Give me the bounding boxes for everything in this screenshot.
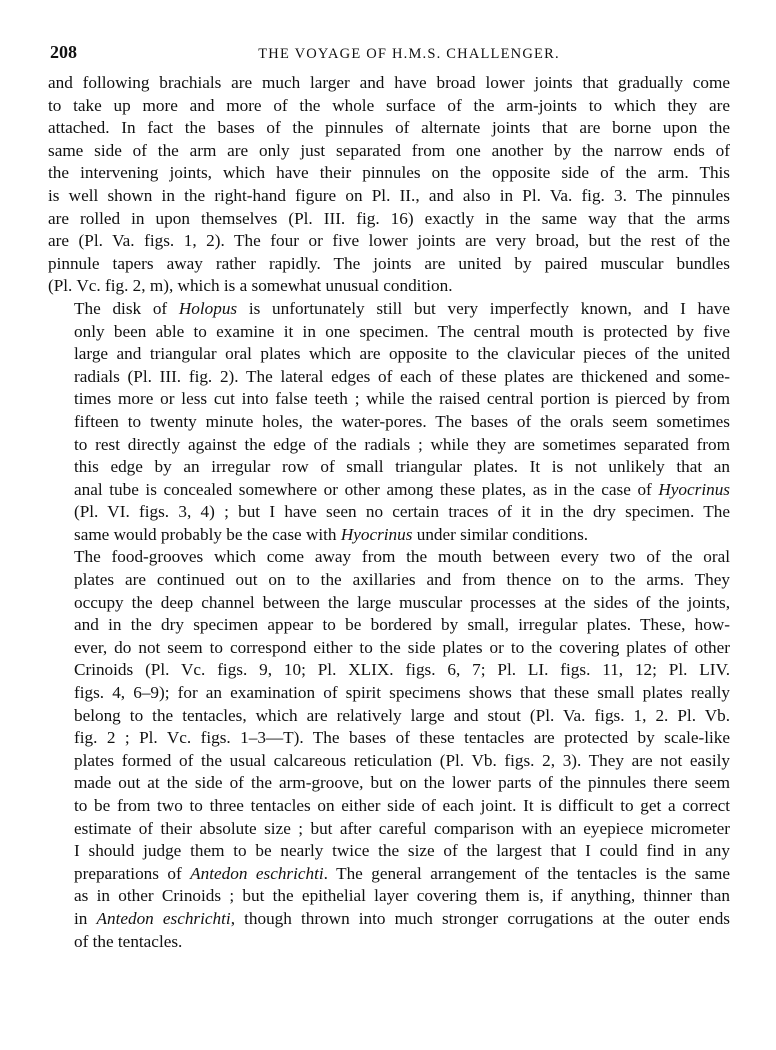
italic-taxon: Holopus [178,298,238,318]
italic-taxon: Hyocrinus [658,479,730,499]
text-line: figs. 4, 6–9); for an examination of spirit specimens shows that these small plates really [74,683,730,703]
text-line: and following brachials are much larger and have broad lower joints that gradually come [48,73,730,92]
text-line: are rolled in upon themselves (Pl. III. fig. 16) exactly in the same way that the arms [48,208,730,228]
text-line: and in the dry specimen appear to be bordered by small, irregular plates. These, how- [74,615,730,635]
italic-taxon: Hyocrinus [340,524,413,544]
text-line: to be from two to three tentacles on either side of each joint. It is difficult to get a correct [74,796,730,815]
text-line: this edge by an irregular row of small triangular plates. It is not unlikely that an [74,457,730,477]
text-line: Crinoids (Pl. Vc. figs. 9, 10; Pl. XLIX. figs. 6, 7; Pl. LI. figs. 11, 12; Pl. LIV. [74,660,730,680]
text-line: (Pl. Vc. fig. 2, m), which is a somewhat unusual condition. [48,276,453,296]
text-line: plates formed of the usual calcareous reticulation (Pl. Vb. figs. 2, 3). They are not easily [74,750,730,770]
text-line: belong to the tentacles, which are relatively large and stout (Pl. Va. figs. 1, 2. Pl. Vb. [74,705,730,725]
book-page [48,42,730,953]
text-line: pinnule tapers away rather rapidly. The joints are united by paired muscular bundles [48,253,730,273]
text-line: The disk of Holopus is unfortunately still but very imperfectly known, and I have [74,298,730,318]
text-line: The food-grooves which come away from the mouth between every two of the oral [74,547,730,567]
italic-taxon: Antedon eschrichti [190,863,324,883]
text-line: to rest directly against the edge of the radials ; while they are sometimes separated from [74,434,730,454]
text-line: I should judge them to be nearly twice the size of the largest that I could find in any [74,841,730,861]
paragraph-1 [48,72,730,298]
text-line: to take up more and more of the whole surface of the arm-joints to which they are [48,95,730,115]
text-line: preparations of Antedon eschrichti. The general arrangement of the tentacles is the same [74,863,730,883]
text-line: of the tentacles. [74,931,183,951]
italic-taxon: Antedon eschrichti [96,908,231,928]
paragraph-2 [48,298,730,547]
text-line: radials (Pl. III. fig. 2). The lateral edges of each of these plates are thickened and some- [74,366,730,386]
text-line: are (Pl. Va. figs. 1, 2). The four or five lower joints are very broad, but the rest of the [48,231,730,251]
text-line: same side of the arm are only just separated from one another by the narrow ends of [48,140,730,160]
running-head [48,42,730,72]
running-title: THE VOYAGE OF H.M.S. CHALLENGER. [258,46,560,62]
page-number: 208 [50,42,77,62]
text-line: fifteen to twenty minute holes, the water-pores. The bases of the orals seem sometimes [74,411,730,431]
text-line: attached. In fact the bases of the pinnules of alternate joints that are borne upon the [48,118,730,138]
text-line: same would probably be the case with Hyocrinus under similar conditions. [74,524,589,544]
text-line: large and triangular oral plates which are opposite to the clavicular pieces of the united [74,344,730,364]
text-line: plates are continued out on to the axillaries and from thence on to the arms. They [74,570,730,590]
text-line: in Antedon eschrichti, though thrown into much stronger corrugations at the outer ends [74,908,730,928]
text-line: only been able to examine it in one specimen. The central mouth is protected by five [74,321,730,341]
text-line: is well shown in the right-hand figure on Pl. II., and also in Pl. Va. fig. 3. The pinnules [48,185,730,205]
text-line: as in other Crinoids ; but the epithelial layer covering them is, if anything, thinner than [74,886,730,906]
paragraph-3 [48,546,730,953]
text-line: estimate of their absolute size ; but after careful comparison with an eyepiece micrometer [74,818,730,838]
text-line: anal tube is concealed somewhere or other among these plates, as in the case of Hyocrinus [74,479,730,499]
text-line: fig. 2 ; Pl. Vc. figs. 1–3—T). The bases of these tentacles are protected by scale-like [74,728,730,748]
text-line: ever, do not seem to correspond either to the side plates or to the covering plates of other [74,637,730,657]
text-line: made out at the side of the arm-groove, but on the lower parts of the pinnules there seem [74,773,730,793]
text-line: occupy the deep channel between the large muscular processes at the sides of the joints, [74,592,730,612]
text-line: the intervening joints, which have their pinnules on the opposite side of the arm. This [48,163,730,183]
text-line: (Pl. VI. figs. 3, 4) ; but I have seen no certain traces of it in the dry specimen. The [74,502,730,522]
text-line: times more or less cut into false teeth ; while the raised central portion is pierced by from [74,389,730,409]
